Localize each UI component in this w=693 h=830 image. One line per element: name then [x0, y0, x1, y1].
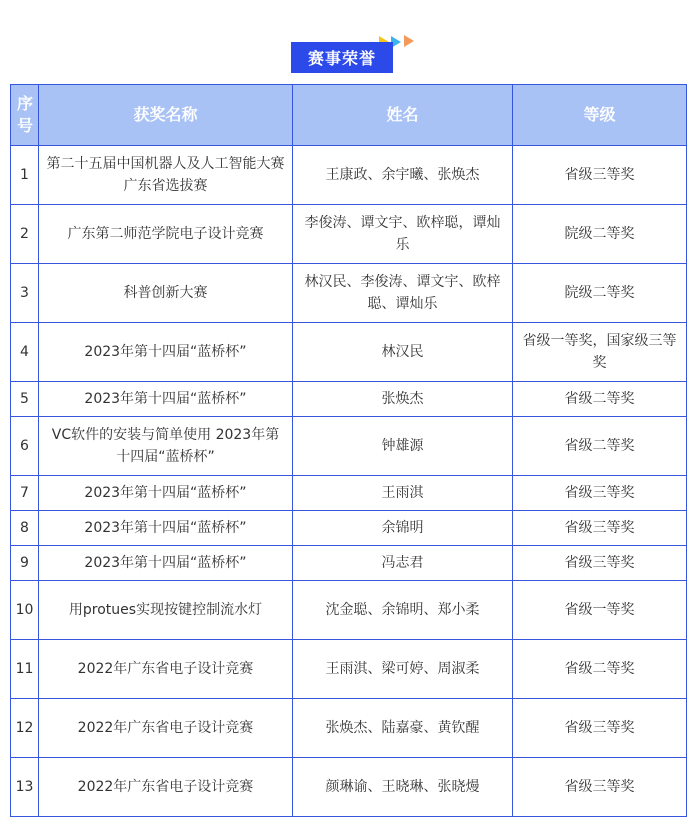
table-row: [11, 581, 687, 640]
cell-award: 广东第二师范学院电子设计竞赛: [39, 205, 293, 264]
cell-level: 省级三等奖: [513, 699, 687, 758]
cell-level: 省级一等奖，国家级三等奖: [513, 323, 687, 382]
cell-number: 12: [11, 699, 39, 758]
honors-table: [10, 84, 687, 817]
column-header-level: 等级: [513, 85, 687, 146]
table-row: [11, 476, 687, 511]
cell-names: 李俊涛、谭文宇、欧梓聪，谭灿乐: [293, 205, 513, 264]
table-row: [11, 511, 687, 546]
page-title: 赛事荣誉: [291, 42, 393, 73]
cell-award: 2022年广东省电子设计竞赛: [39, 758, 293, 817]
cell-names: 颜琳谕、王晓琳、张晓熳: [293, 758, 513, 817]
cell-names: 林汉民: [293, 323, 513, 382]
cell-level: 省级三等奖: [513, 546, 687, 581]
cell-award: 第二十五届中国机器人及人工智能大赛广东省选拔赛: [39, 146, 293, 205]
cell-number: 1: [11, 146, 39, 205]
cell-level: 省级一等奖: [513, 581, 687, 640]
cell-level: 省级三等奖: [513, 476, 687, 511]
cell-number: 6: [11, 417, 39, 476]
table-row: [11, 323, 687, 382]
cell-names: 余锦明: [293, 511, 513, 546]
cell-names: 张焕杰、陆嘉豪、黄钦醒: [293, 699, 513, 758]
cell-level: 省级三等奖: [513, 758, 687, 817]
cell-level: 省级三等奖: [513, 146, 687, 205]
cell-level: 省级二等奖: [513, 382, 687, 417]
cell-level: 省级三等奖: [513, 511, 687, 546]
table-row: [11, 264, 687, 323]
cell-number: 8: [11, 511, 39, 546]
cell-award: 2022年广东省电子设计竞赛: [39, 699, 293, 758]
cell-number: 4: [11, 323, 39, 382]
table-row: [11, 205, 687, 264]
cell-names: 王康政、余宇曦、张焕杰: [293, 146, 513, 205]
cell-names: 张焕杰: [293, 382, 513, 417]
column-header-number: 序号: [11, 85, 39, 146]
cell-number: 5: [11, 382, 39, 417]
cell-award: 2023年第十四届“蓝桥杯”: [39, 546, 293, 581]
cell-number: 2: [11, 205, 39, 264]
cell-number: 11: [11, 640, 39, 699]
cell-level: 省级二等奖: [513, 640, 687, 699]
cell-award: 2022年广东省电子设计竞赛: [39, 640, 293, 699]
table-row: [11, 546, 687, 581]
table-row: [11, 417, 687, 476]
cell-award: 2023年第十四届“蓝桥杯”: [39, 323, 293, 382]
table-row: [11, 382, 687, 417]
cell-number: 7: [11, 476, 39, 511]
cell-award: 2023年第十四届“蓝桥杯”: [39, 511, 293, 546]
cell-names: 冯志君: [293, 546, 513, 581]
table-row: [11, 146, 687, 205]
cell-award: VC软件的安装与简单使用 2023年第十四届“蓝桥杯”: [39, 417, 293, 476]
cell-names: 王雨淇: [293, 476, 513, 511]
column-header-award: 获奖名称: [39, 85, 293, 146]
cell-number: 9: [11, 546, 39, 581]
cell-number: 13: [11, 758, 39, 817]
column-header-names: 姓名: [293, 85, 513, 146]
cell-names: 王雨淇、梁可婷、周淑柔: [293, 640, 513, 699]
cell-award: 科普创新大赛: [39, 264, 293, 323]
table-row: [11, 699, 687, 758]
cell-number: 3: [11, 264, 39, 323]
section-header: [0, 0, 693, 84]
cell-names: 林汉民、李俊涛、谭文宇、欧梓聪、谭灿乐: [293, 264, 513, 323]
cell-award: 2023年第十四届“蓝桥杯”: [39, 382, 293, 417]
table-header-row: [11, 85, 687, 146]
cell-names: 沈金聪、余锦明、郑小柔: [293, 581, 513, 640]
table-row: [11, 640, 687, 699]
cell-level: 院级二等奖: [513, 205, 687, 264]
table-row: [11, 758, 687, 817]
cell-level: 院级二等奖: [513, 264, 687, 323]
cell-award: 用protues实现按键控制流水灯: [39, 581, 293, 640]
cell-level: 省级二等奖: [513, 417, 687, 476]
orange-triangle-icon: [404, 35, 414, 47]
cell-number: 10: [11, 581, 39, 640]
cell-award: 2023年第十四届“蓝桥杯”: [39, 476, 293, 511]
cell-names: 钟雄源: [293, 417, 513, 476]
